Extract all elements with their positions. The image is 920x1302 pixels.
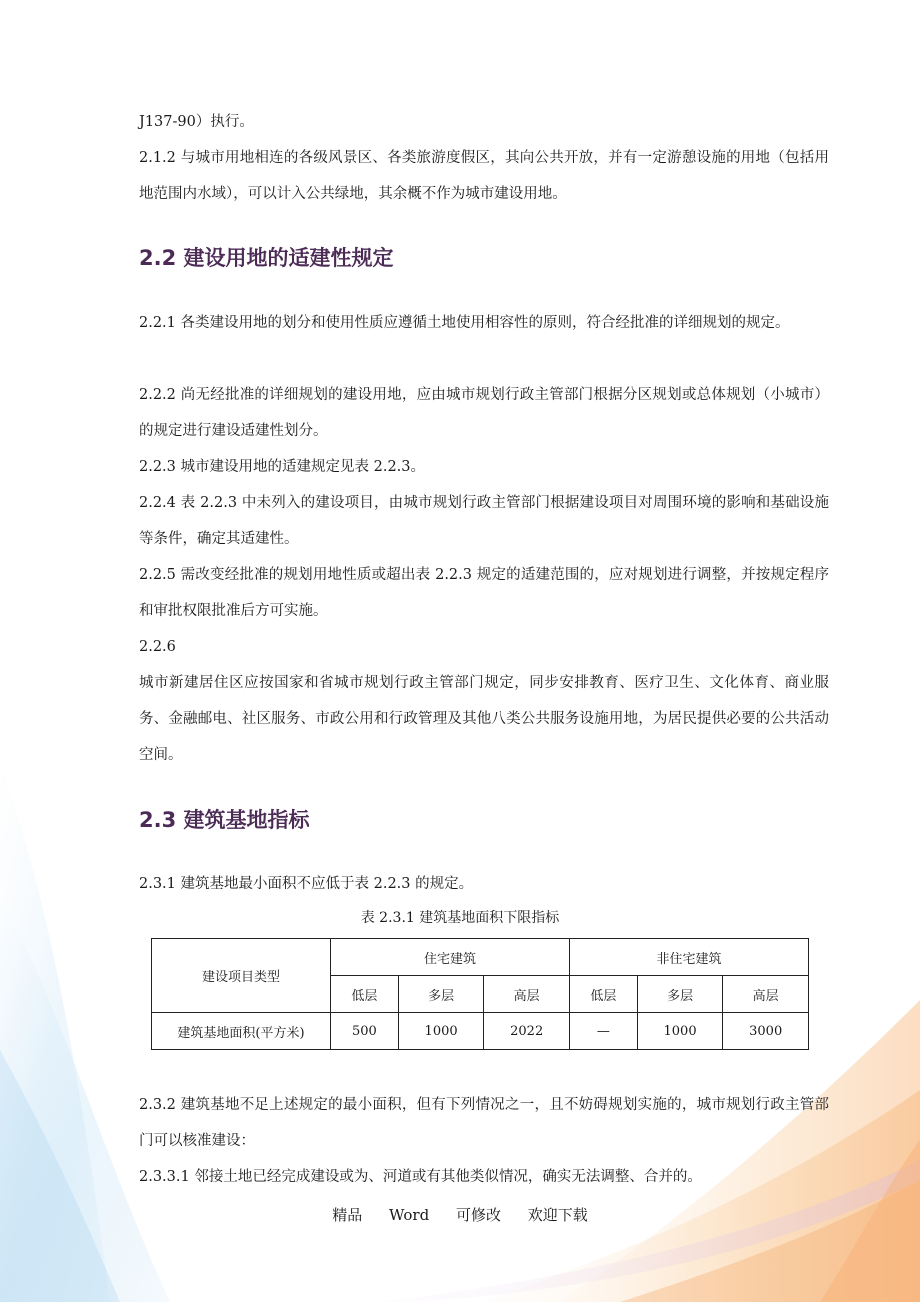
table-caption: 表 2.3.1 建筑基地面积下限指标 (360, 910, 560, 926)
table-row (152, 1013, 809, 1050)
paragraph-continuation: J137-90）执行。 (139, 114, 254, 130)
row-label-cell: 建筑基地面积(平方米) (152, 1013, 331, 1050)
footer-text-3: 可修改 (455, 1206, 501, 1224)
group-header-non-residential: 非住宅建筑 (569, 939, 808, 976)
footer-text-4: 欢迎下载 (527, 1206, 588, 1224)
value-cell: 2022 (484, 1013, 570, 1050)
subheader-cell: 多层 (637, 976, 723, 1013)
table-header-row (152, 939, 809, 976)
value-cell: 1000 (637, 1013, 723, 1050)
paragraph-2-2-3: 2.2.3 城市建设用地的适建规定见表 2.2.3。 (139, 459, 426, 475)
value-cell: 3000 (723, 1013, 809, 1050)
footer-text-1: 精品 (332, 1206, 363, 1224)
section-heading-2-2: 2.2 建设用地的适建性规定 (139, 246, 394, 270)
value-cell: 500 (331, 1013, 399, 1050)
footer-text-2: Word (389, 1206, 430, 1224)
subheader-cell: 低层 (569, 976, 637, 1013)
section-heading-2-3: 2.3 建筑基地指标 (139, 808, 310, 832)
subheader-cell: 高层 (484, 976, 570, 1013)
subheader-cell: 低层 (331, 976, 399, 1013)
paragraph-2-3-3-1: 2.3.3.1 邻接土地已经完成建设或为、河道或有其他类似情况，确实无法调整、合并的。 (139, 1169, 702, 1185)
value-cell: 1000 (398, 1013, 484, 1050)
paragraph-2-2-5: 2.2.5 需改变经批准的规划用地性质或超出表 2.2.3 规定的适建范围的，应对规划进行调整，并按规定程序和审批权限批准后方可实施。 (139, 567, 829, 619)
paragraph-2-1-2: 2.1.2 与城市用地相连的各级风景区、各类旅游度假区，其向公共开放，并有一定游憩设施的用地（包括用地范围内水域），可以计入公共绿地，其余概不作为城市建设用地。 (139, 150, 829, 202)
subheader-cell: 多层 (398, 976, 484, 1013)
value-cell: — (569, 1013, 637, 1050)
paragraph-2-2-6: 城市新建居住区应按国家和省城市规划行政主管部门规定，同步安排教育、医疗卫生、文化体育、商业服务、金融邮电、社区服务、市政公用和行政管理及其他八类公共服务设施用地，为居民提供必要的公共活动空间。 (139, 675, 829, 763)
paragraph-2-2-6-number: 2.2.6 (139, 639, 176, 655)
row-header-cell: 建设项目类型 (152, 939, 331, 1013)
group-header-residential: 住宅建筑 (331, 939, 570, 976)
page-footer (0, 1204, 920, 1225)
subheader-cell: 高层 (723, 976, 809, 1013)
paragraph-2-2-4: 2.2.4 表 2.2.3 中未列入的建设项目，由城市规划行政主管部门根据建设项目对周围环境的影响和基础设施等条件，确定其适建性。 (139, 495, 829, 547)
paragraph-2-2-1: 2.2.1 各类建设用地的划分和使用性质应遵循土地使用相容性的原则，符合经批准的详细规划的规定。 (139, 315, 790, 331)
base-area-table (151, 938, 809, 1050)
paragraph-2-2-2: 2.2.2 尚无经批准的详细规划的建设用地，应由城市规划行政主管部门根据分区规划或总体规划（小城市）的规定进行建设适建性划分。 (139, 387, 829, 439)
paragraph-2-3-2: 2.3.2 建筑基地不足上述规定的最小面积，但有下列情况之一，且不妨碍规划实施的，城市规划行政主管部门可以核准建设： (139, 1097, 829, 1149)
paragraph-2-3-1: 2.3.1 建筑基地最小面积不应低于表 2.2.3 的规定。 (139, 876, 474, 892)
